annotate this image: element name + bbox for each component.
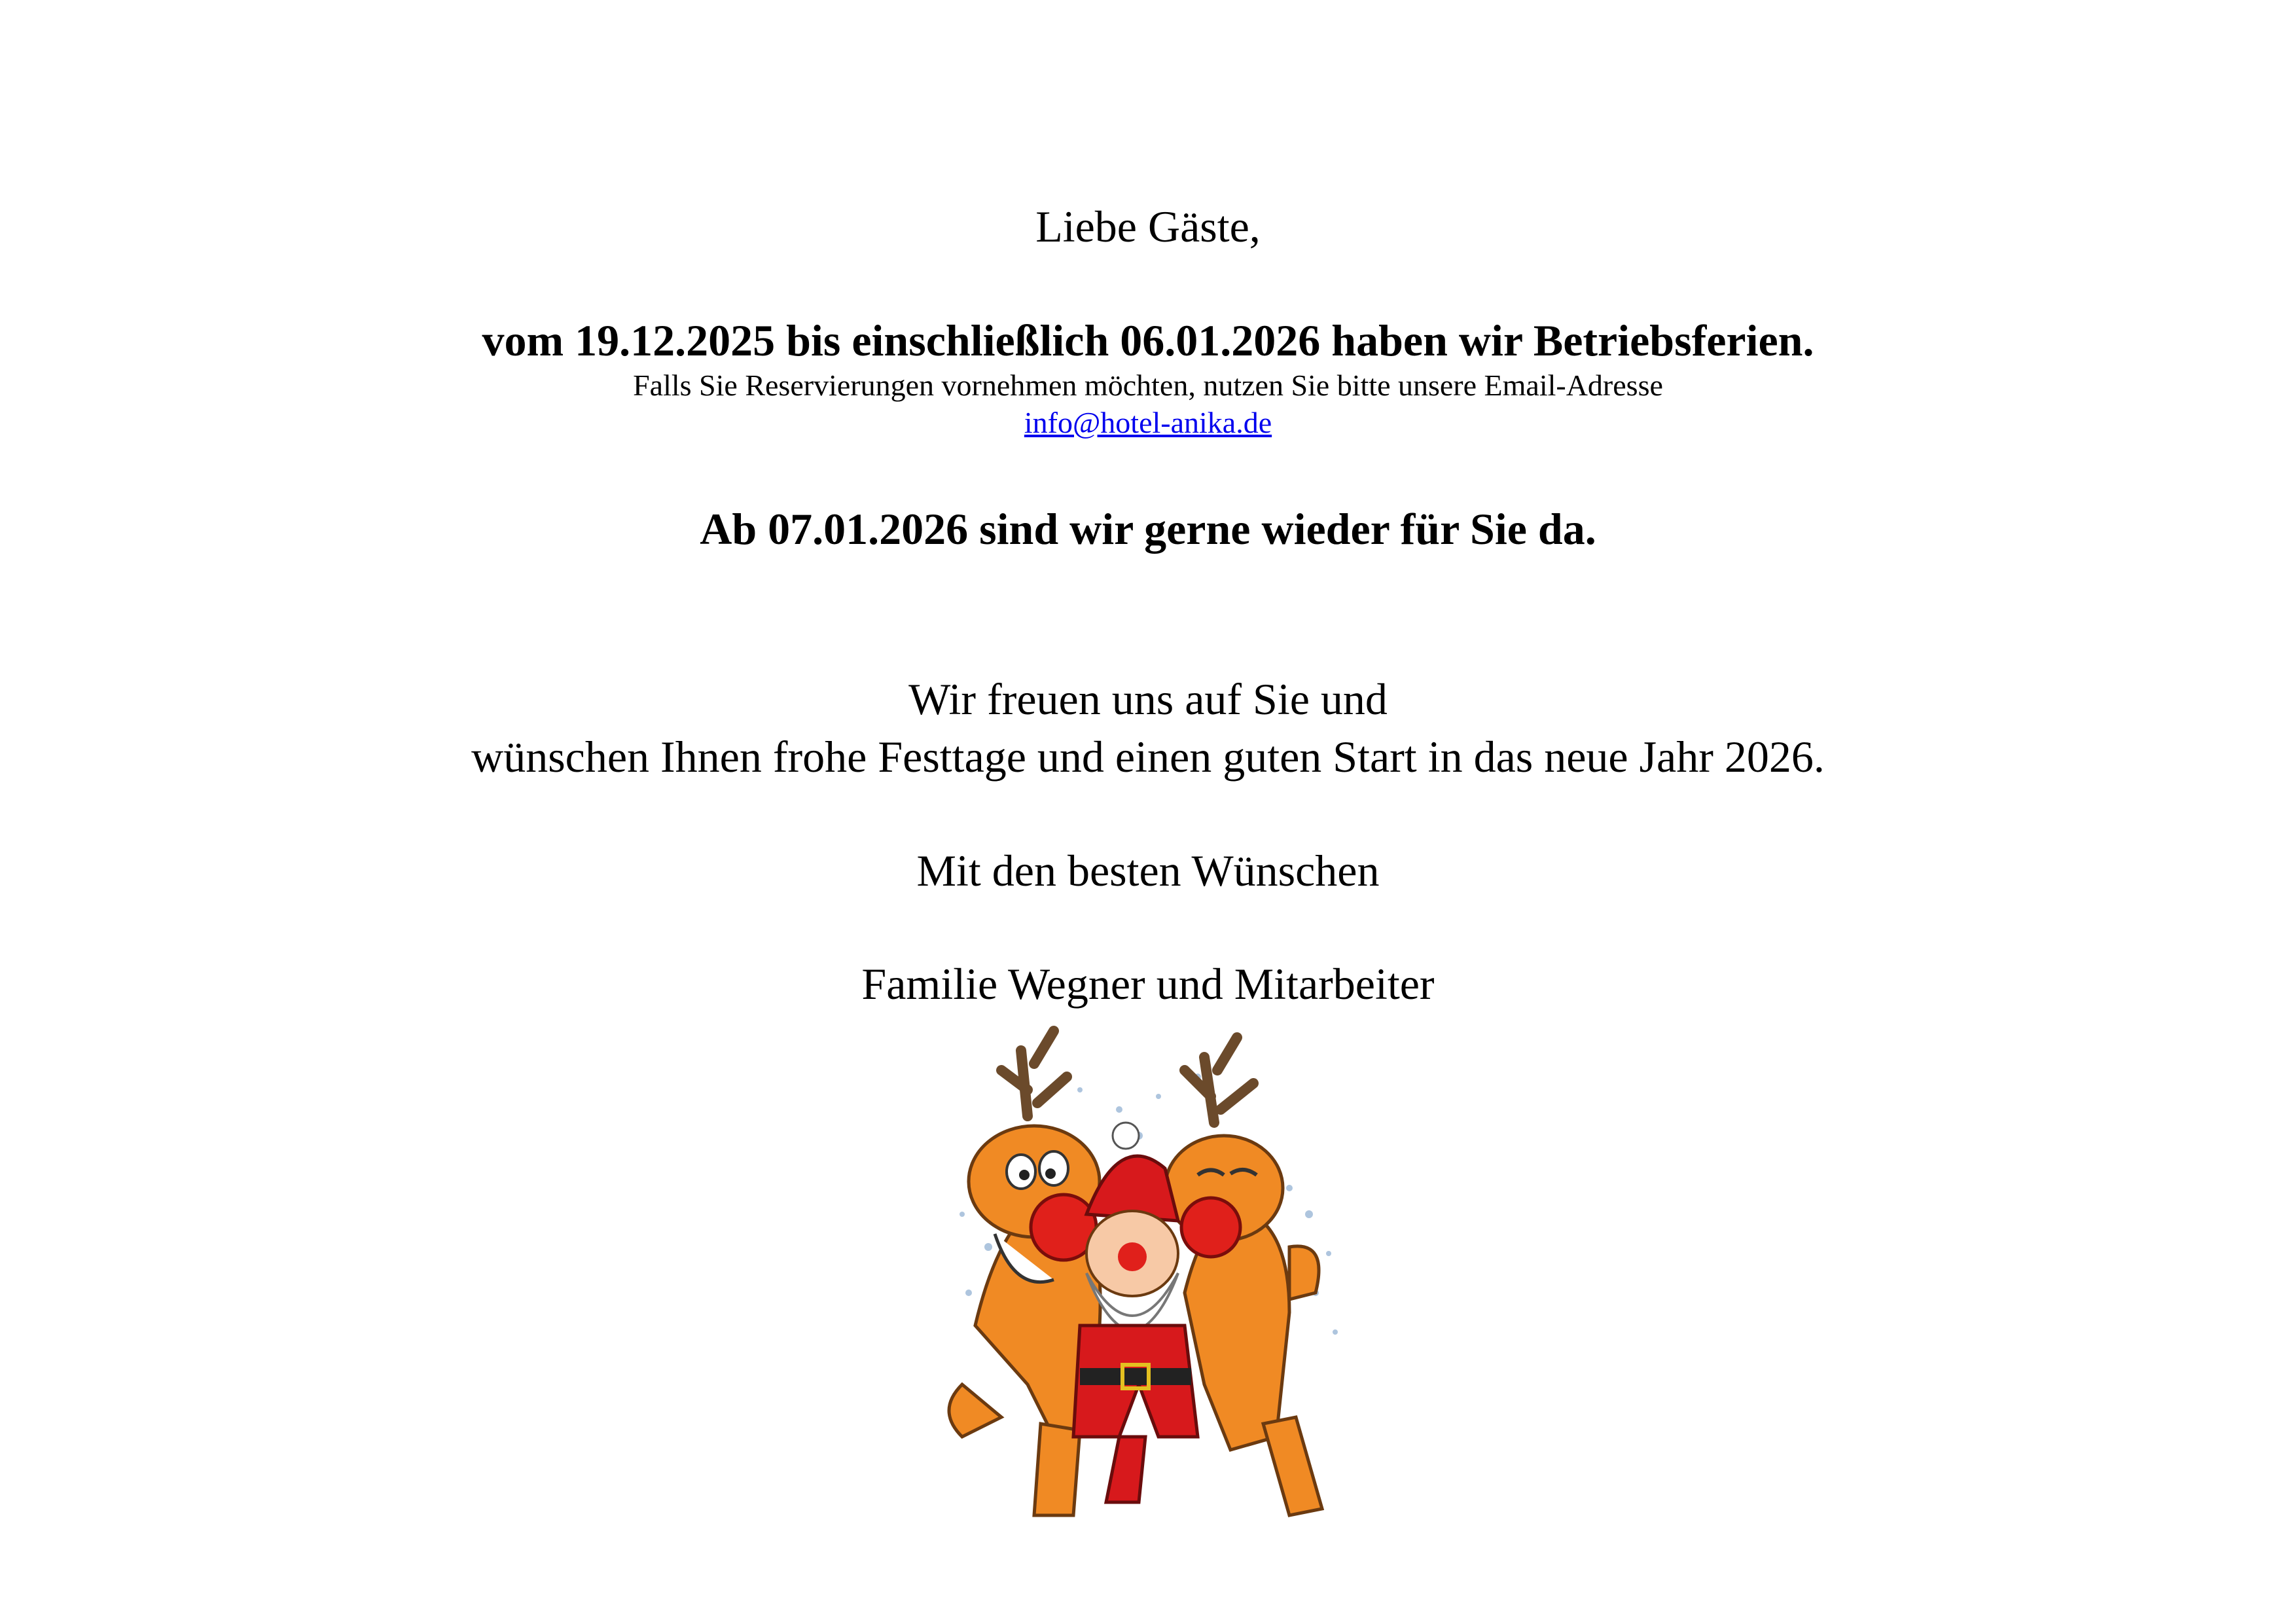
greeting: Liebe Gäste, bbox=[1035, 202, 1261, 251]
right-reindeer bbox=[1165, 1038, 1322, 1515]
reopening-notice: Ab 07.01.2026 sind wir gerne wieder für Sie da. bbox=[700, 504, 1596, 554]
regards: Mit den besten Wünschen bbox=[916, 846, 1380, 895]
signature: Familie Wegner und Mitarbeiter bbox=[861, 959, 1435, 1009]
wishes-line-2: wünschen Ihnen frohe Festtage und einen guten Start in das neue Jahr 2026. bbox=[471, 732, 1825, 782]
left-reindeer bbox=[949, 1031, 1100, 1515]
reservation-note: Falls Sie Reservierungen vornehmen möchten, nutzen Sie bitte unsere Email-Adresse bbox=[633, 369, 1663, 402]
closure-notice: vom 19.12.2025 bis einschließlich 06.01.2026 haben wir Betriebsferien. bbox=[482, 316, 1814, 365]
wishes-line-1: Wir freuen uns auf Sie und bbox=[908, 674, 1388, 724]
reindeer-santa-illustration bbox=[923, 1018, 1374, 1528]
email-link[interactable]: info@hotel-anika.de bbox=[1024, 406, 1272, 439]
